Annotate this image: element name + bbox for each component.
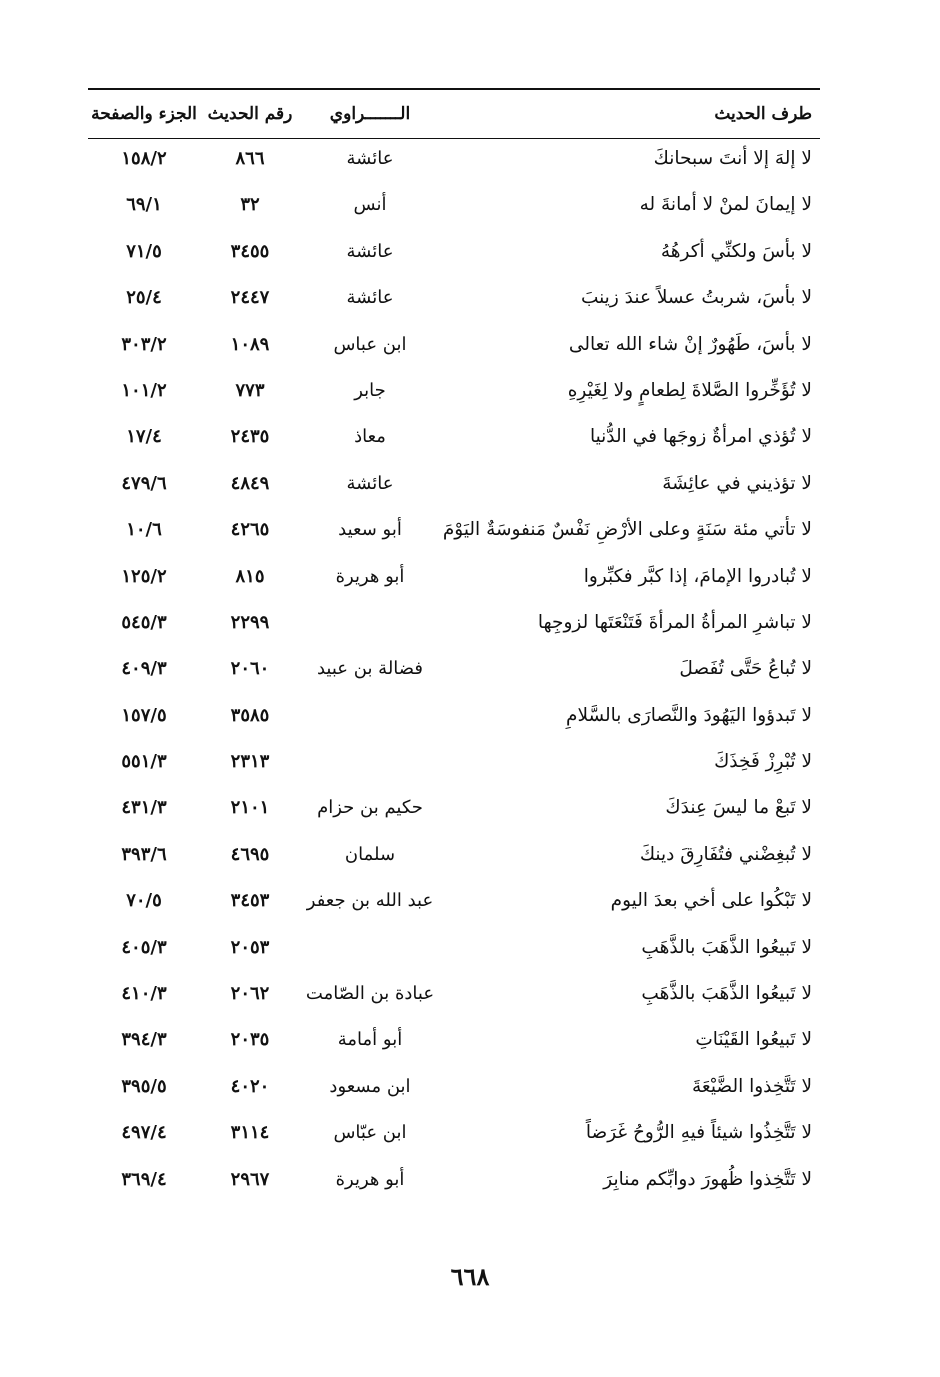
table-row [0,1068,940,1114]
narrator-cell: ابن عبّاس [333,1122,407,1144]
narrator-cell: أبو أمامة [337,1029,403,1051]
table-row [0,465,940,511]
volume-page-cell: ٧١/٥ [126,240,162,262]
hadith-text-cell: لا بأسَ ولكنِّي أكرهُهُ [660,240,812,262]
table-row [0,789,940,835]
header-rule [88,138,820,139]
volume-page-cell: ٣٠٣/٢ [121,333,167,355]
table-row [0,604,940,650]
volume-page-cell: ٦٩/١ [126,194,162,216]
hadith-text-cell: لا تَبعْ ما ليسَ عِندَكَ [665,797,812,819]
hadith-text-cell: لا تَبيعُوا القَيْنَاتِ [695,1029,812,1051]
hadith-text-cell: لا إيمانَ لمنْ لا أمانةَ له [639,194,812,216]
table-row [0,1114,940,1160]
volume-page-cell: ٤٣١/٣ [121,797,167,819]
table-row [0,836,940,882]
hadith-text-cell: لا تُؤَخِّروا الصَّلاةَ لِطعامٍ ولا لِغَيْرِهِ [567,379,812,401]
hadith-text-cell: لا تَبيعُوا الذَّهَبَ بالذَّهَبِ [641,983,812,1005]
hadith-number-cell: ٣٤٥٥ [230,240,270,262]
table-row [0,186,940,232]
hadith-number-cell: ٢١٠١ [230,797,270,819]
hadith-text-cell: لا بأسَ، طَهُورٌ إنْ شاء الله تعالى [568,333,812,355]
hadith-text-cell: لا تَتَّخِذُوا شيئاً فيهِ الرُّوحُ غَرَضاً [585,1122,812,1144]
narrator-cell: جابر [354,379,386,401]
narrator-cell: ابن عباس [333,333,407,355]
volume-page-cell: ١٥٧/٥ [121,704,167,726]
table-row [0,975,940,1021]
narrator-cell: سلمان [344,843,396,865]
volume-page-cell: ٧٠/٥ [126,890,162,912]
hadith-text-cell: لا إلهَ إلا أنتَ سبحانكَ [653,148,812,169]
table-row [0,1021,940,1067]
volume-page-cell: ٤٠٩/٣ [121,658,167,680]
table-row [0,511,940,557]
hadith-text-cell: لا تُؤذي امرأةٌ زوجَها في الدُّنيا [589,426,812,448]
hadith-number-cell: ١٠٨٩ [230,333,270,355]
hadith-number-cell: ٢٠٦٠ [230,658,270,680]
narrator-cell: أنس [353,194,387,216]
table-row [0,650,940,696]
table-row [0,418,940,464]
narrator-cell: أبو سعيد [338,519,402,541]
hadith-number-cell: ٨٦٦ [235,148,265,169]
volume-page-cell: ٣٦٩/٤ [121,1168,167,1190]
hadith-number-cell: ٣٢ [240,194,260,216]
table-row [0,140,940,186]
column-header-volume-page: الجزء والصفحة [91,104,197,124]
table-row [0,929,940,975]
narrator-cell: أبو هريرة [335,1168,405,1190]
volume-page-cell: ١٥٨/٢ [121,148,167,169]
page-number: ٦٦٨ [450,1262,490,1291]
table-row [0,233,940,279]
hadith-number-cell: ٣١١٤ [230,1122,270,1144]
volume-page-cell: ٤٧٩/٦ [121,472,167,494]
narrator-cell: عبادة بن الصّامت [305,983,435,1005]
volume-page-cell: ٤١٠/٣ [121,983,167,1005]
table-row [0,372,940,418]
hadith-number-cell: ٢٣١٣ [230,751,270,773]
hadith-number-cell: ٤٢٦٥ [230,519,270,541]
hadith-number-cell: ٢٩٦٧ [230,1168,270,1190]
narrator-cell: حكيم بن حزام [317,797,423,819]
hadith-text-cell: لا تَتَّخِذوا ظُهورَ دوابِّكم منابِرَ [603,1168,812,1190]
table-row [0,279,940,325]
hadith-number-cell: ٢٢٩٩ [230,611,270,633]
hadith-number-cell: ٢٠٦٢ [230,983,270,1005]
hadith-number-cell: ٢٤٤٧ [230,287,270,309]
hadith-text-cell: لا تَبْكُوا على أخي بعدَ اليوم [610,890,812,912]
hadith-text-cell: لا تَبيعُوا الذَّهَبَ بالذَّهَبِ [641,936,812,958]
narrator-cell: فضالة بن عبيد [316,658,424,680]
volume-page-cell: ٤٩٧/٤ [121,1122,167,1144]
volume-page-cell: ٣٩٣/٦ [121,843,167,865]
hadith-number-cell: ٢٠٣٥ [230,1029,270,1051]
hadith-number-cell: ٤٦٩٥ [230,843,270,865]
narrator-cell: عائشة [346,240,394,262]
hadith-text-cell: لا تَتَّخِذوا الضَّيْعَةَ [691,1075,812,1097]
table-row [0,326,940,372]
hadith-text-cell: لا تأتي مئة سَنَةٍ وعلى الأرْضِ نَفْسٌ مَنفوسَةٌ اليَوْمَ [442,519,812,541]
narrator-cell: عائشة [346,472,394,494]
narrator-cell: عبد الله بن جعفر [306,890,434,912]
volume-page-cell: ٥٤٥/٣ [121,611,167,633]
hadith-number-cell: ٧٧٣ [235,379,265,401]
narrator-cell: أبو هريرة [335,565,405,587]
hadith-text-cell: لا تُبغِضْني فتُفَارِقَ دينكَ [639,843,812,865]
volume-page-cell: ٤٠٥/٣ [121,936,167,958]
column-header-hadith-number: رقم الحديث [207,104,293,124]
volume-page-cell: ٥٥١/٣ [121,751,167,773]
table-row [0,743,940,789]
hadith-text-cell: لا تؤذيني في عائِشَةَ [662,472,812,494]
hadith-number-cell: ٤٨٤٩ [230,472,270,494]
hadith-text-cell: لا تَبدؤوا اليَهُودَ والنَّصارَى بالسَّلامِ [565,704,812,726]
volume-page-cell: ٣٩٤/٣ [121,1029,167,1051]
hadith-number-cell: ٢٤٣٥ [230,426,270,448]
hadith-index-table [0,140,940,1207]
narrator-cell: ابن مسعود [329,1075,411,1097]
volume-page-cell: ٢٥/٤ [126,287,162,309]
hadith-number-cell: ٤٠٢٠ [230,1075,270,1097]
table-row [0,697,940,743]
column-header-narrator: الـــــــراوي [329,104,411,124]
column-header-hadith-text: طرف الحديث [714,104,812,124]
volume-page-cell: ١٠١/٢ [121,379,167,401]
volume-page-cell: ١٧/٤ [126,426,162,448]
table-row [0,558,940,604]
hadith-number-cell: ٢٠٥٣ [230,936,270,958]
narrator-cell: عائشة [346,287,394,309]
hadith-number-cell: ٣٥٨٥ [230,704,270,726]
hadith-number-cell: ٨١٥ [235,565,265,587]
volume-page-cell: ١٢٥/٢ [121,565,167,587]
table-row [0,882,940,928]
volume-page-cell: ٣٩٥/٥ [121,1075,167,1097]
hadith-text-cell: لا تُبْرِزْ فَخِذَكَ [714,751,812,773]
volume-page-cell: ١٠/٦ [126,519,162,541]
top-rule [88,88,820,90]
hadith-text-cell: لا بأسَ، شربتُ عسلاً عندَ زينبَ [580,287,812,309]
narrator-cell: معاذ [354,426,386,448]
hadith-number-cell: ٣٤٥٣ [230,890,270,912]
table-row [0,1161,940,1207]
hadith-text-cell: لا تُباعُ حَتَّى تُفَصلَ [679,658,812,680]
hadith-text-cell: لا تُبادروا الإمامَ، إذا كبَّر فكبِّروا [583,565,812,587]
hadith-text-cell: لا تباشرِ المرأةُ المرأةَ فَتَنْعَتَها لزوجِها [537,611,812,633]
narrator-cell: عائشة [346,148,394,169]
